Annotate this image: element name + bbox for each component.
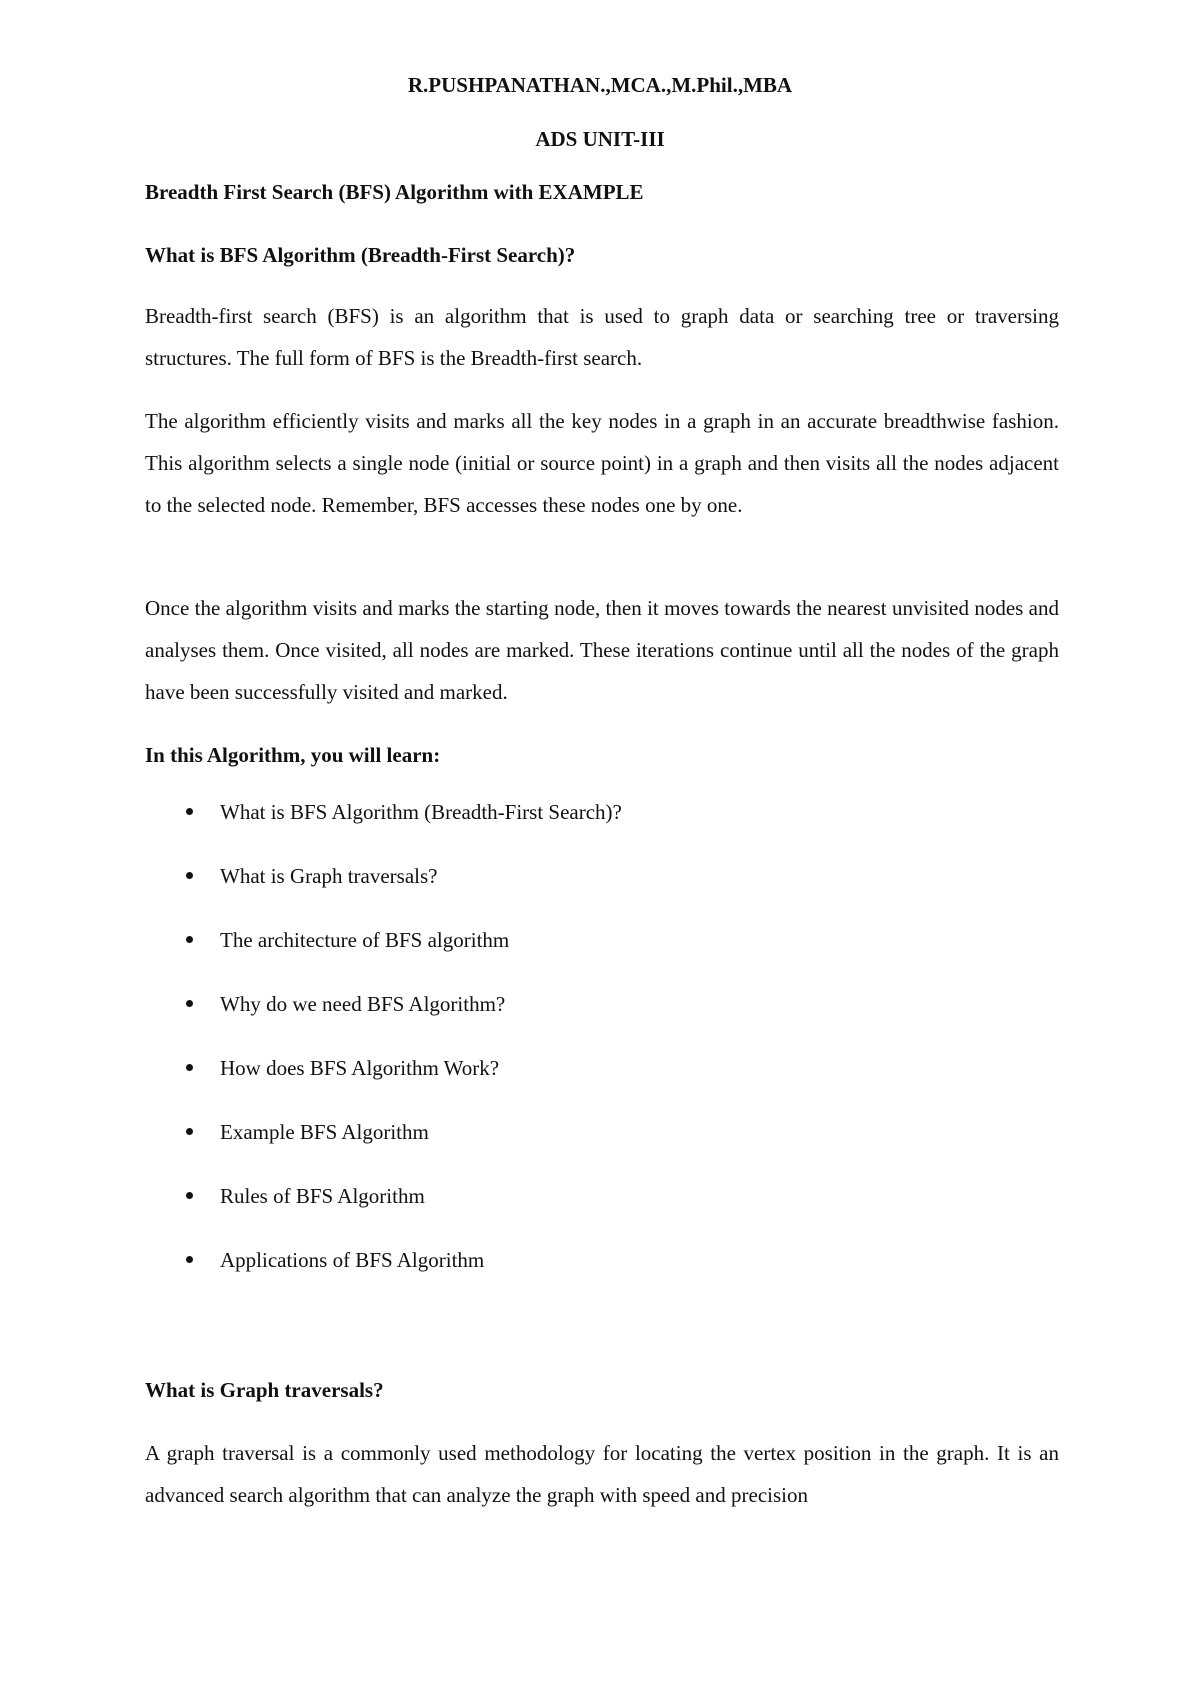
learn-list [145,796,622,1308]
bullet-icon [186,1192,193,1199]
bullet-icon [186,936,193,943]
list-item: Rules of BFS Algorithm [145,1180,622,1244]
list-item: The architecture of BFS algorithm [145,924,622,988]
bullet-icon [186,1064,193,1071]
list-item: Why do we need BFS Algorithm? [145,988,622,1052]
list-item: How does BFS Algorithm Work? [145,1052,622,1116]
paragraph-algorithm: The algorithm efficiently visits and marks all the key nodes in a graph in an accurate breadthwise fashion. This algorithm selects a single node (initial or source point) in a graph and then visits all the nodes adjacent to the selected node. Remember, BFS accesses these nodes one by one. [145,409,1059,517]
section-heading-traversals: What is Graph traversals? [145,1378,384,1402]
bullet-icon [186,872,193,879]
bullet-icon [186,1000,193,1007]
paragraph-traversal: A graph traversal is a commonly used methodology for locating the vertex position in the graph. It is an advanced search algorithm that can analyze the graph with speed and precision [145,1441,1059,1507]
bullet-icon [186,808,193,815]
paragraph-definition: Breadth-first search (BFS) is an algorithm that is used to graph data or searching tree or traversing structures. The full form of BFS is the Breadth-first search. [145,304,1059,370]
unit-header: ADS UNIT-III [535,127,665,151]
paragraph-iterations: Once the algorithm visits and marks the starting node, then it moves towards the nearest unvisited nodes and analyses them. Once visited, all nodes are marked. These iterations continue until all the nodes of the graph have been successfully visited and marked. [145,596,1059,704]
bullet-icon [186,1128,193,1135]
list-item: Example BFS Algorithm [145,1116,622,1180]
list-item: What is BFS Algorithm (Breadth-First Search)? [145,796,622,860]
bullet-icon [186,1256,193,1263]
section-heading-bfs: What is BFS Algorithm (Breadth-First Search)? [145,243,576,267]
learn-heading: In this Algorithm, you will learn: [145,743,441,767]
author-header: R.PUSHPANATHAN.,MCA.,M.Phil.,MBA [407,73,793,97]
list-item: Applications of BFS Algorithm [145,1244,622,1308]
document-title: Breadth First Search (BFS) Algorithm with EXAMPLE [145,180,644,204]
list-item: What is Graph traversals? [145,860,622,924]
